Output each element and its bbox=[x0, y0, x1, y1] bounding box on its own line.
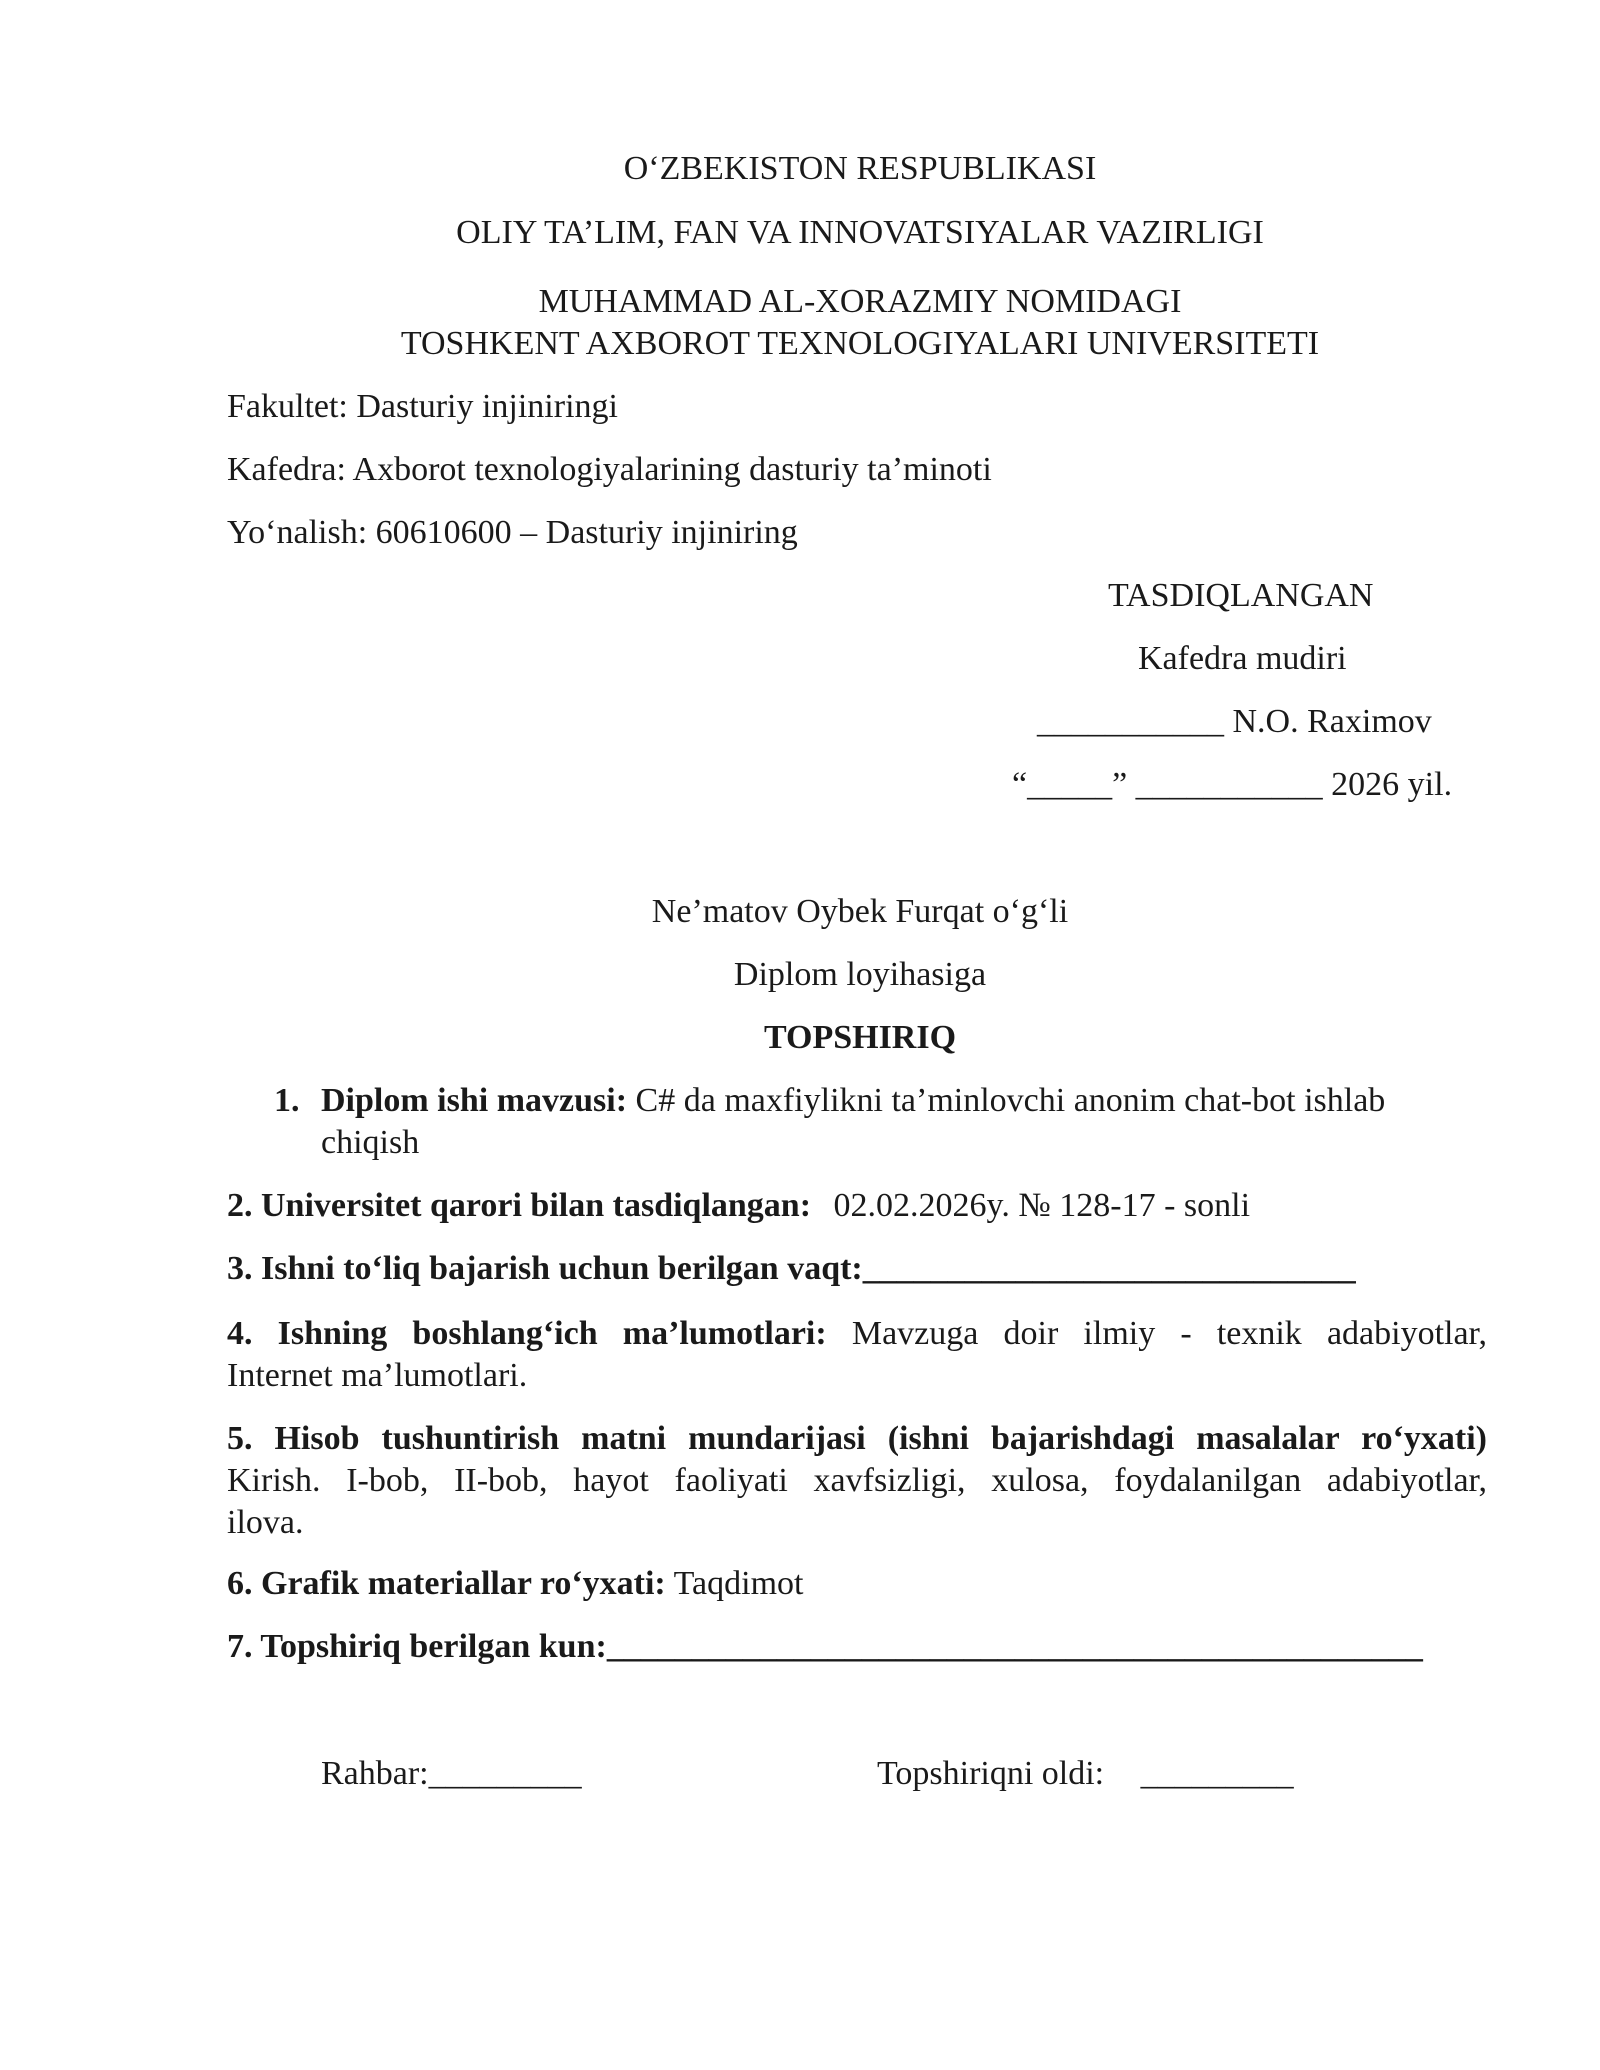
receiver-blank: _________ bbox=[1140, 1755, 1294, 1792]
approval-signature-line: ___________ N.O. Raximov bbox=[1037, 703, 1432, 740]
item4-value-line2: Internet ma’lumotlari. bbox=[227, 1357, 528, 1394]
item5-block bbox=[227, 1418, 1487, 1544]
item4-block bbox=[227, 1313, 1487, 1397]
item7-label: 7. Topshiriq berilgan kun bbox=[227, 1628, 596, 1665]
receiver-label: Topshiriqni oldi: bbox=[877, 1755, 1105, 1792]
approval-date-line: “_____” ___________ 2026 yil. bbox=[1012, 766, 1453, 803]
ministry-title: OLIY TA’LIM, FAN VA INNOVATSIYALAR VAZIRLIGI bbox=[456, 214, 1264, 251]
faculty-line: Fakultet: Dasturiy injiniringi bbox=[227, 388, 618, 425]
department-line: Kafedra: Axborot texnologiyalarining dasturiy ta’minoti bbox=[227, 451, 992, 488]
supervisor-signature: Rahbar:_________ bbox=[321, 1755, 582, 1792]
item3-blank: _____________________________ bbox=[862, 1250, 1356, 1287]
item5-value-line1: Kirish. I-bob, II-bob, hayot faoliyati xavfsizligi, xulosa, foydalanilgan adabiyotlar, bbox=[227, 1462, 1487, 1499]
item6-label: 6. Grafik materiallar ro‘yxati: bbox=[227, 1565, 666, 1602]
item2-value: 02.02.2026y. № 128-17 - sonli bbox=[833, 1187, 1251, 1224]
university-title-line2: TOSHKENT AXBOROT TEXNOLOGIYALARI UNIVERSITETI bbox=[400, 325, 1320, 362]
item1-value-line1: C# da maxfiylikni ta’minlovchi anonim chat-bot ishlab bbox=[635, 1082, 1386, 1119]
item4-value-line1: Mavzuga doir ilmiy - texnik adabiyotlar, bbox=[851, 1315, 1488, 1352]
item6-value: Taqdimot bbox=[673, 1565, 804, 1602]
item1-number: 1. bbox=[274, 1082, 300, 1119]
item1-label: Diplom ishi mavzusi: bbox=[321, 1082, 628, 1119]
item2-line bbox=[227, 1187, 1250, 1225]
republic-title: O‘ZBEKISTON RESPUBLIKASI bbox=[623, 150, 1097, 187]
student-name: Ne’matov Oybek Furqat o‘g‘li bbox=[651, 893, 1069, 930]
item5-label: 5. Hisob tushuntirish matni mundarijasi (ishni bajarishdagi masalalar ro‘yxati) bbox=[227, 1420, 1487, 1457]
university-title-line1: MUHAMMAD AL-XORAZMIY NOMIDAGI bbox=[538, 283, 1182, 320]
item5-value-line2: ilova. bbox=[227, 1504, 304, 1541]
item7-blank: :________________________________________________ bbox=[595, 1628, 1423, 1665]
item3-line bbox=[227, 1250, 1356, 1288]
approval-role: Kafedra mudiri bbox=[1138, 640, 1347, 677]
receiver-signature bbox=[877, 1755, 1294, 1793]
item6-line bbox=[227, 1565, 803, 1603]
approval-title: TASDIQLANGAN bbox=[1108, 577, 1374, 614]
item7-line bbox=[227, 1628, 1423, 1666]
document-heading: TOPSHIRIQ bbox=[763, 1019, 957, 1056]
item2-label: 2. Universitet qarori bilan tasdiqlangan: bbox=[227, 1187, 812, 1224]
direction-line: Yo‘nalish: 60610600 – Dasturiy injiniring bbox=[227, 514, 798, 551]
item4-line1 bbox=[227, 1313, 1487, 1355]
document-subtitle: Diplom loyihasiga bbox=[733, 956, 987, 993]
item3-label: 3. Ishni to‘liq bajarish uchun berilgan vaqt: bbox=[227, 1250, 863, 1287]
item4-label: 4. Ishning boshlang‘ich ma’lumotlari: bbox=[227, 1315, 827, 1352]
item1-line1 bbox=[321, 1082, 1385, 1120]
item1-value-line2: chiqish bbox=[321, 1124, 420, 1161]
